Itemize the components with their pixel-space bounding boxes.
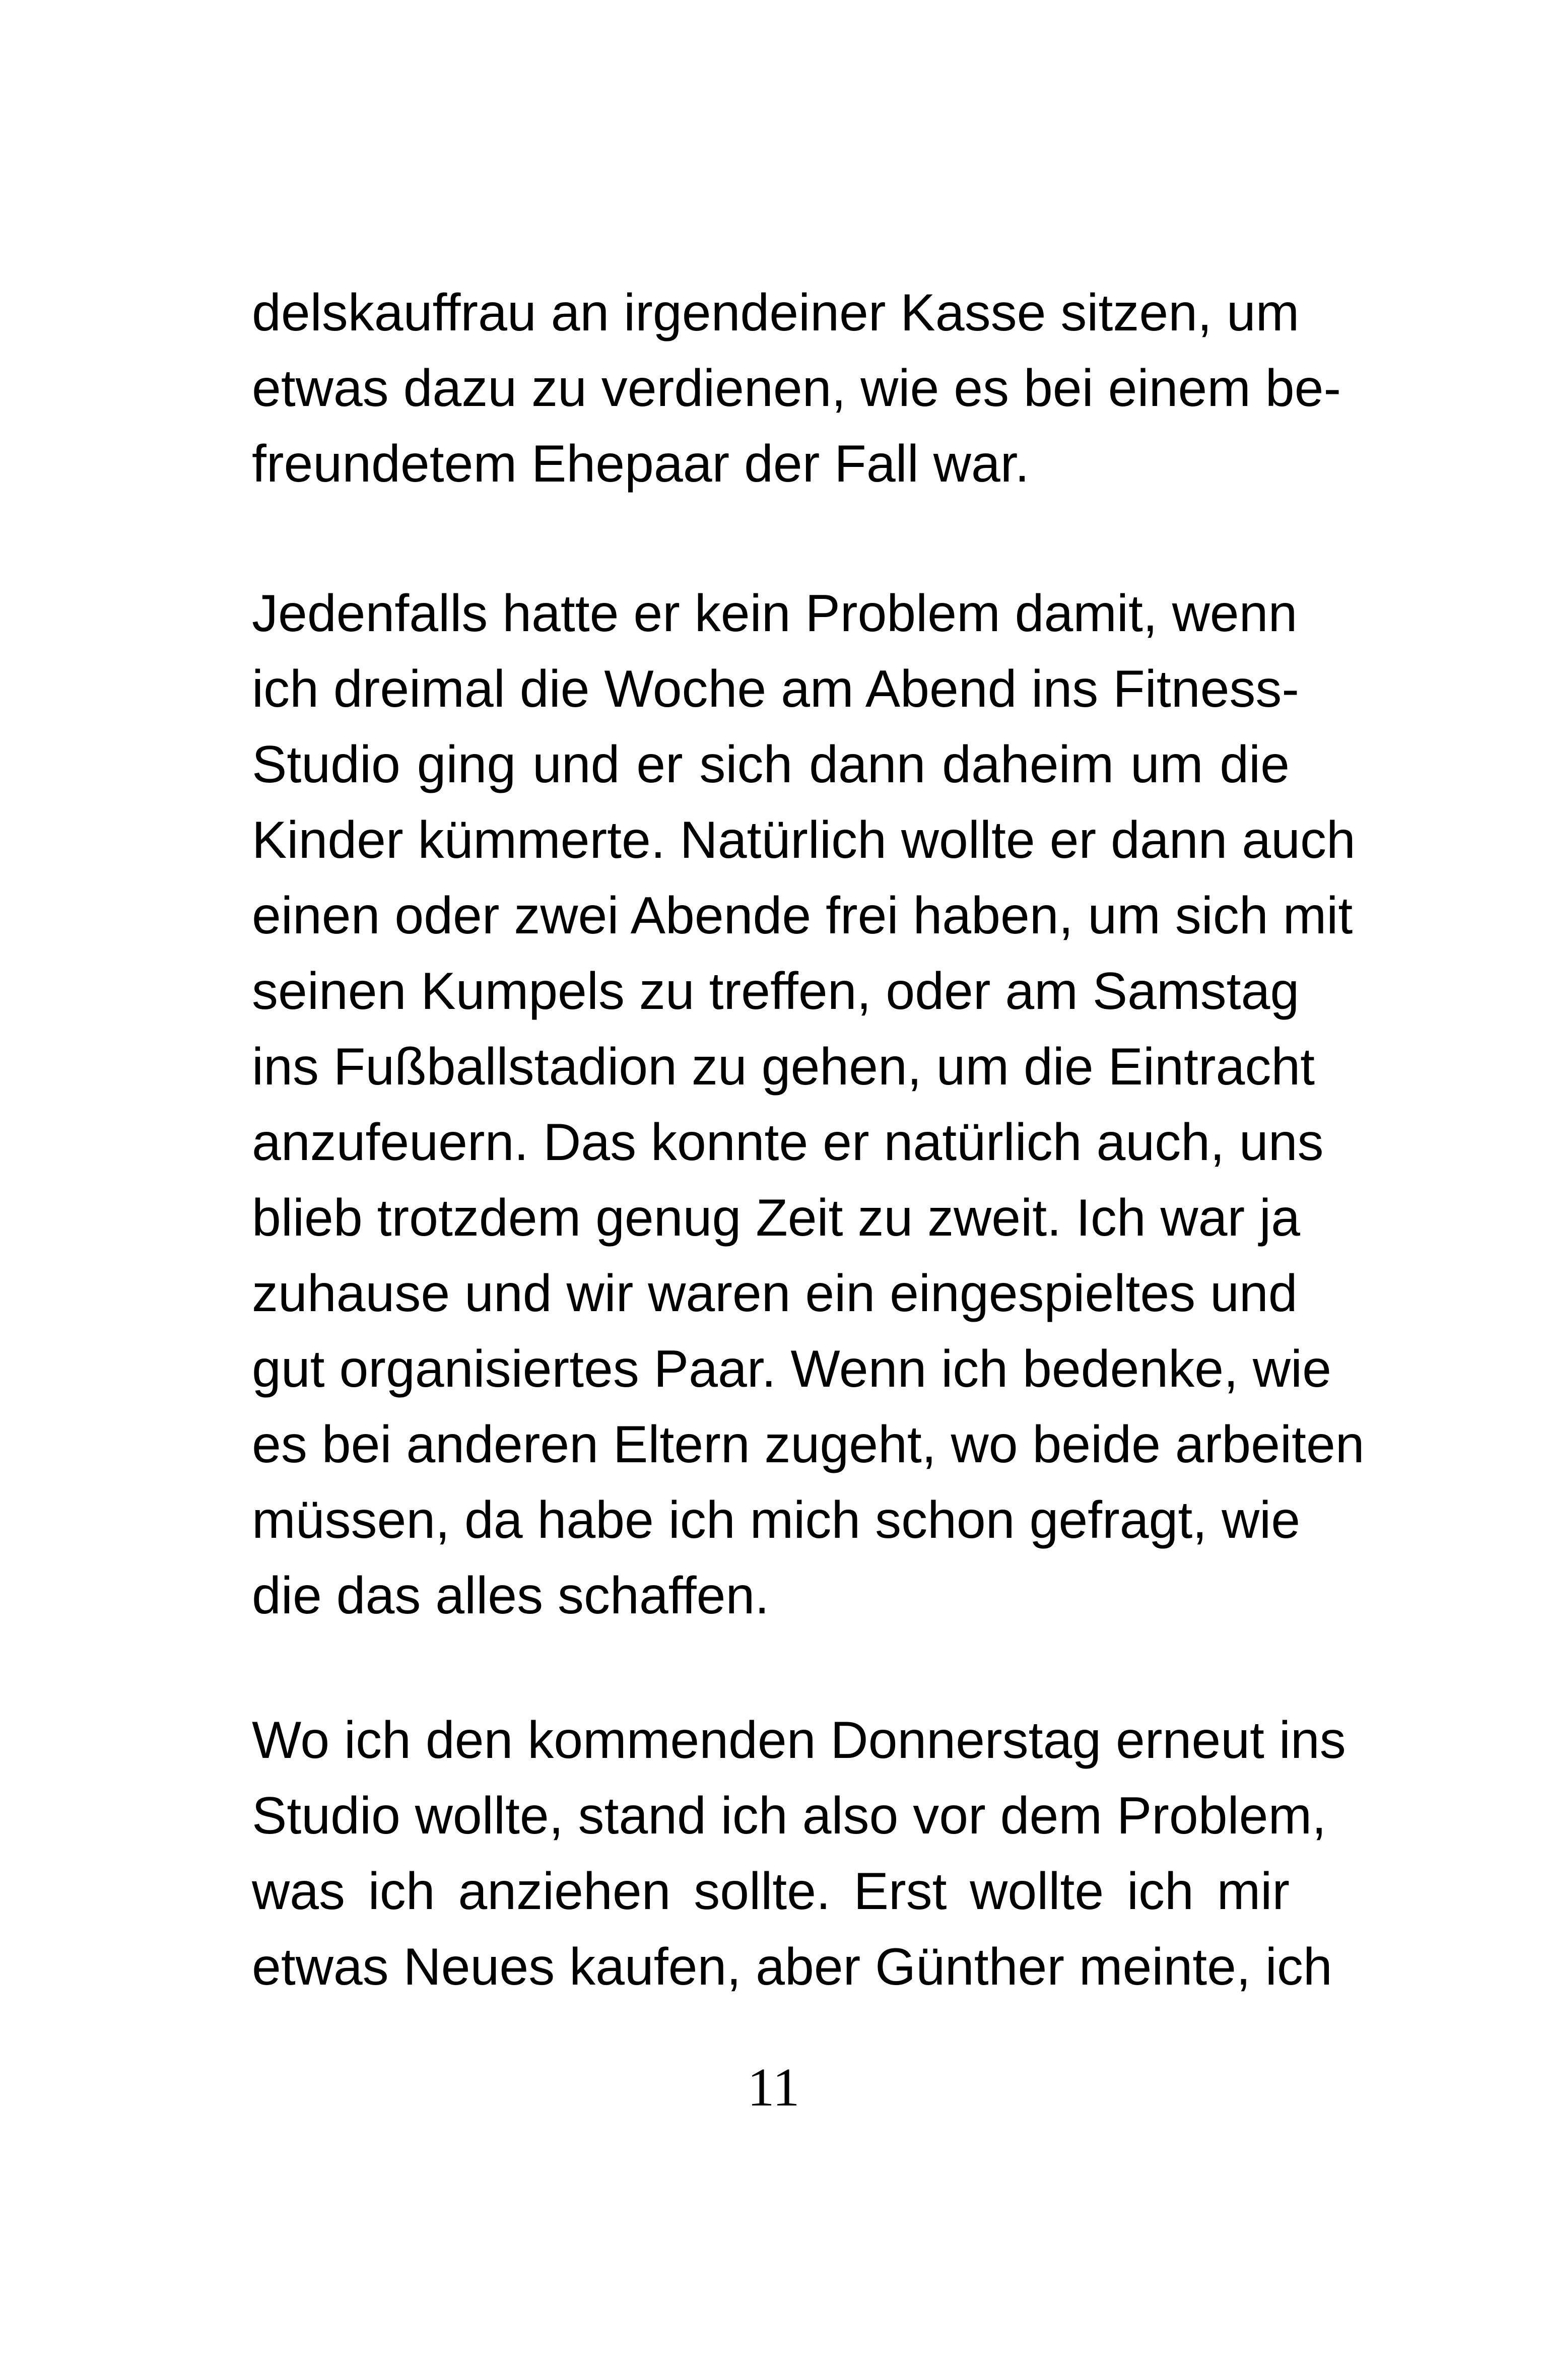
text-line: etwas dazu zu verdienen, wie es bei einem be- <box>252 359 1341 418</box>
text-line: müssen, da habe ich mich schon gefragt, wie <box>252 1491 1301 1549</box>
text-line: einen oder zwei Abende frei haben, um sich mit <box>252 887 1353 945</box>
text-line: Studio wollte, stand ich also vor dem Problem, <box>252 1787 1327 1845</box>
text-line: ich dreimal die Woche am Abend ins Fitness- <box>252 660 1300 718</box>
text-line: freundetem Ehepaar der Fall war. <box>252 435 1030 493</box>
page-number: 11 <box>747 2058 800 2118</box>
text-line: ins Fußballstadion zu gehen, um die Eintracht <box>252 1038 1315 1096</box>
text-line: Jedenfalls hatte er kein Problem damit, wenn <box>252 584 1298 643</box>
text-line: es bei anderen Eltern zugeht, wo beide arbeiten <box>252 1415 1365 1474</box>
text-line: Kinder kümmerte. Natürlich wollte er dann auch <box>252 811 1356 869</box>
text-line: delskauffrau an irgendeiner Kasse sitzen, um <box>252 284 1300 342</box>
text-line: seinen Kumpels zu treffen, oder am Samstag <box>252 962 1300 1021</box>
paragraph-3 <box>252 1703 1346 2005</box>
text-line: zuhause und wir waren ein eingespieltes und <box>252 1264 1298 1323</box>
text-line: Wo ich den kommenden Donnerstag erneut ins <box>252 1711 1346 1770</box>
text-line: was ich anziehen sollte. Erst wollte ich mir <box>252 1862 1290 1921</box>
text-line: blieb trotzdem genug Zeit zu zweit. Ich war ja <box>252 1189 1300 1247</box>
text-line: etwas Neues kaufen, aber Günther meinte, ich <box>252 1938 1332 1996</box>
text-line: anzufeuern. Das konnte er natürlich auch, uns <box>252 1113 1324 1172</box>
text-line: gut organisiertes Paar. Wenn ich bedenke, wie <box>252 1340 1331 1398</box>
paragraph-1 <box>252 275 1341 502</box>
paragraph-2 <box>252 576 1365 1634</box>
text-line: Studio ging und er sich dann daheim um die <box>252 735 1290 794</box>
text-line: die das alles schaffen. <box>252 1567 770 1625</box>
